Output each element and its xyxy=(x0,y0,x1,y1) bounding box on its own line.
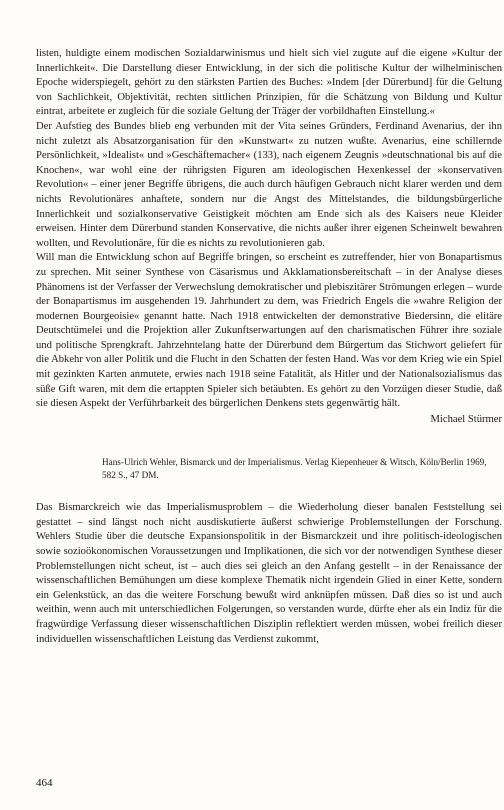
page-number: 464 xyxy=(36,777,53,789)
review1-paragraph-1: listen, huldigte einem modischen Sozialdarwinismus und hielt sich viel zugute auf die eigene »Kultur der Innerlichkeit«. Die Darstellung dieser Entwicklung, in der sich die politische Kultur der wilhelminischen Epoche widerspiegelt, gehört zu den stärksten Partien des Buches: »Indem [der Dürerbund] für die Geltung von Sachlichkeit, Objektivität, rechten sittlichen Prinzipien, für die Schätzung von Bildung und Kultur eintrat, arbeitete er zugleich für die soziale Geltung der Träger der vorbildhaften Einstellung.« xyxy=(36,48,502,118)
review2-paragraph-1: Das Bismarckreich wie das Imperialismusproblem – die Wiederholung dieser banalen Feststellung sei gestattet – sind längst noch nicht ausdiskutierte äußerst schwierige Problemstellungen der Forschung. Wehlers Studie über die deutsche Expansionspolitik in der Bismarckzeit und ihre politisch-ideologischen sowie sozioökonomischen Voraussetzungen und Implikationen, die sich vor der notwendigen Synthese dieser Problemstellungen nicht scheut, ist – auch dies sei gleich an den Anfang gestellt – in der Renaissance der wissenschaftlichen Bemühungen um diese komplexe Thematik nicht irgendein Glied in einer Kette, sondern ein Gelenkstück, an das die weitere Forschung bewußt wird anknüpfen müssen. Daß dies so ist und auch weithin, wenn auch mit unterschiedlichen Folgerungen, so verstanden wurde, dürfte eher als ein Indiz für die fragwürdige Verfassung dieser wissenschaftlichen Disziplin reflektiert werden müssen, wobei freilich dieser individuellen wissenschaftlichen Leistung das Verdienst zukommt, xyxy=(36,502,502,645)
review1-paragraph-2: Der Aufstieg des Bundes blieb eng verbunden mit der Vita seines Gründers, Ferdinand Avenarius, der ihn nicht zuletzt als Absatzorganisation für den »Kunstwart« zu nutzen wußte. Avenarius, eine schillernde Persönlichkeit, »Idealist« und »Geschäftemacher« (133), nach eigenem Zeugnis »deutschnational bis auf die Knochen«, war wohl eine der rührigsten Figuren am ideologischen Hexenkessel der »konservativen Revolution« – einer jener Begriffe übrigens, die auch durch häufigen Gebrauch nicht klarer werden und dem nichts Revolutionäres anhaftete, sondern nur die Angst des Mittelstandes, die bildungsbürgerliche Innerlichkeit und sozialkonservative Geistigkeit möchten am Ende sich als des Kaisers neue Kleider erweisen. Hinter dem Dürerbund standen Konservative, die nichts außer ihrer eigenen Scheinwelt bewahren wollten, und Revolutionäre, für die es nichts zu revolutionieren gab. xyxy=(36,120,502,249)
review1-paragraph-3: Will man die Entwicklung schon auf Begriffe bringen, so erscheint es zutreffender, hier von Bonapartismus zu sprechen. Mit seiner Synthese von Cäsarismus und Akklamationsbereitschaft – in der Analyse dieses Phänomens ist der Verfasser der Verwechslung demokratischer und plebiszitärer Strömungen erlegen – wurde der Bonapartismus im ausgehenden 19. Jahrhundert zu dem, was Friedrich Engels die »wahre Religion der modernen Bourgeoisie« genannt hatte. Nach 1918 entwickelten der demonstrative Biedersinn, die elitäre Deutschtümelei und die Projektion aller Zukunftserwartungen auf den charismatischen Führer ihre soziale und politische Sprengkraft. Jahrzehntelang hatte der Dürerbund dem Bürgertum das Stichwort geliefert für die Abkehr von aller Politik und die Flucht in den Schatten der festen Hand. Was vor dem Krieg wie ein Spiel mit gezinkten Karten anmutete, erwies nach 1918 seine Fatalität, als Hitler und der Nationalsozialismus das süße Gift waren, mit dem die ertappten Spieler sich betäubten. Es gehört zu den Vorzügen dieser Studie, daß sie diesen Aspekt der Verführbarkeit des bürgerlichen Denkens stets gegenwärtig hält. xyxy=(36,252,502,410)
document-page xyxy=(36,47,502,647)
review2-citation: Hans-Ulrich Wehler, Bismarck und der Imperialismus. Verlag Kiepenheuer & Witsch, Köln/Berlin 1969, 582 S., 47 DM. xyxy=(102,457,487,480)
review1-author: Michael Stürmer xyxy=(430,413,502,425)
